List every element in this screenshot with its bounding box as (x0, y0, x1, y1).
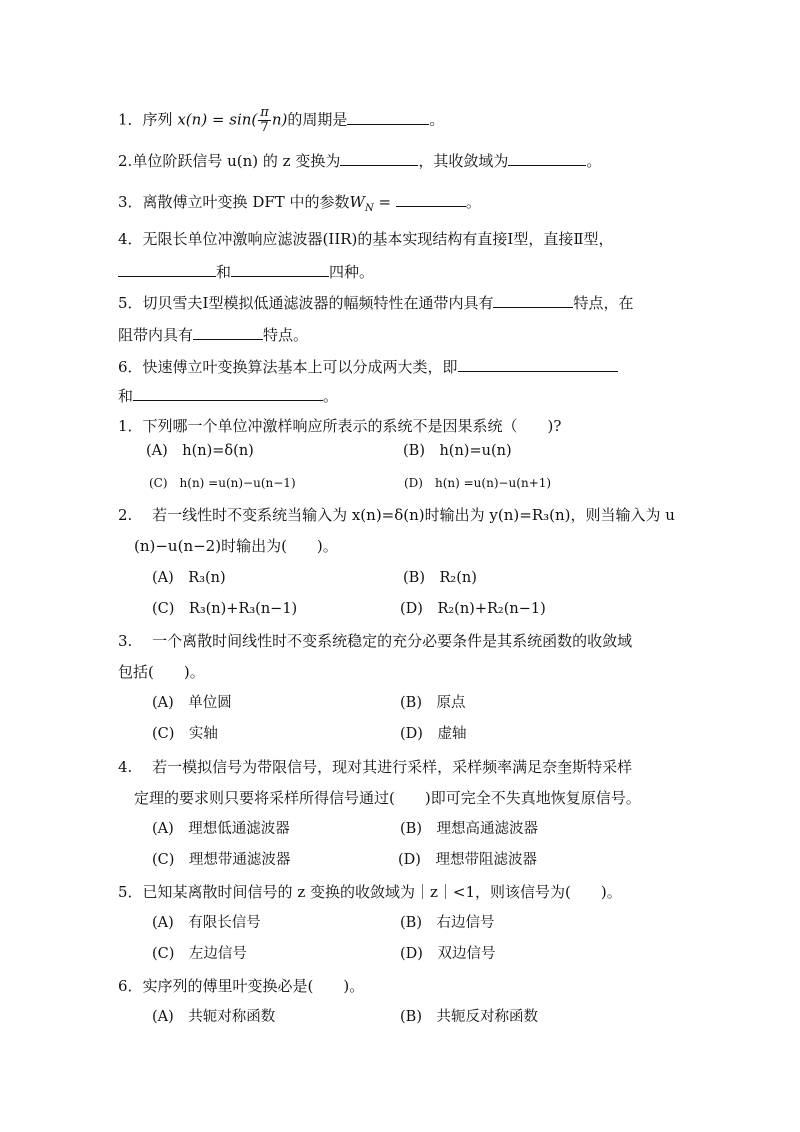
choice-q2-line1: 2. 若一线性时不变系统当输入为 x(n)=δ(n)时输出为 y(n)=R₃(n)，则当输入为 u (118, 506, 675, 524)
answer-blank[interactable] (508, 151, 586, 166)
choice-q5: 5．已知某离散时间信号的 z 变换的收敛域为｜z｜<1，则该信号为( )。 (118, 883, 622, 901)
fill-q6-line1: 6．快速傅立叶变换算法基本上可以分成两大类，即 (118, 357, 618, 377)
answer-blank[interactable] (231, 262, 329, 277)
choice-q2-line2: (n)−u(n−2)时输出为( )。 (134, 537, 338, 555)
option-b[interactable]: (B) R₂(n) (403, 570, 477, 586)
option-b[interactable]: (B) 共轭反对称函数 (400, 1009, 538, 1025)
option-a[interactable]: (A) 共轭对称函数 (152, 1009, 276, 1025)
answer-blank[interactable] (347, 110, 429, 125)
answer-blank[interactable] (458, 357, 618, 372)
option-a[interactable]: (A) 单位圆 (152, 695, 232, 711)
fill-q6-line2: 和 。 (118, 387, 339, 405)
option-d[interactable]: (D) 双边信号 (400, 946, 496, 962)
option-b[interactable]: (B) h(n)=u(n) (403, 443, 512, 459)
option-a[interactable]: (A) R₃(n) (152, 570, 226, 586)
fill-q3: 3．离散傅立叶变换 DFT 中的参数$W_N$ = 。 (118, 193, 481, 214)
answer-blank[interactable] (340, 151, 418, 166)
option-c[interactable]: (C) 左边信号 (152, 946, 247, 962)
answer-blank[interactable] (396, 192, 466, 207)
option-d[interactable]: (D) R₂(n)+R₂(n−1) (400, 601, 546, 617)
option-a[interactable]: (A) h(n)=δ(n) (146, 443, 254, 459)
answer-blank[interactable] (133, 386, 323, 401)
option-d[interactable]: (D) h(n) =u(n)−u(n+1) (404, 476, 552, 490)
pi-over-7-fraction: $\frac{\pi}{7}$ (260, 105, 269, 135)
option-c[interactable]: (C) 实轴 (152, 726, 218, 742)
option-d[interactable]: (D) 虚轴 (400, 726, 467, 742)
fill-q1: 1．序列 x(n) = sin( $\frac{\pi}{7}$ n)的周期是 。 (118, 105, 445, 135)
option-b[interactable]: (B) 原点 (400, 695, 466, 711)
fill-q4-line2: 和 四种。 (118, 262, 374, 282)
choice-q3-line2: 包括( )。 (118, 663, 205, 681)
option-b[interactable]: (B) 右边信号 (400, 915, 495, 931)
answer-blank[interactable] (493, 293, 573, 308)
option-c[interactable]: (C) h(n) =u(n)−u(n−1) (149, 476, 296, 490)
option-b[interactable]: (B) 理想高通滤波器 (400, 821, 538, 837)
fill-q4-line1: 4．无限长单位冲激响应滤波器(IIR)的基本实现结构有直接Ⅰ型，直接Ⅱ型， (118, 230, 614, 248)
option-c[interactable]: (C) R₃(n)+R₃(n−1) (152, 601, 298, 617)
choice-q6: 6．实序列的傅里叶变换必是( )。 (118, 977, 365, 995)
option-a[interactable]: (A) 理想低通滤波器 (152, 821, 290, 837)
option-d[interactable]: (D) 理想带阻滤波器 (398, 852, 537, 868)
option-a[interactable]: (A) 有限长信号 (152, 915, 261, 931)
choice-q1: 1．下列哪一个单位冲激样响应所表示的系统不是因果系统（ )? (118, 417, 562, 435)
choice-q4-line1: 4. 若一模拟信号为带限信号，现对其进行采样，采样频率满足奈奎斯特采样 (118, 758, 633, 776)
answer-blank[interactable] (118, 262, 216, 277)
fill-q5-line1: 5．切贝雪夫Ⅰ型模拟低通滤波器的幅频特性在通带内具有 特点，在 (118, 294, 634, 312)
fill-q2: 2.单位阶跃信号 u(n) 的 z 变换为 ，其收敛域为 。 (118, 152, 602, 170)
answer-blank[interactable] (193, 325, 263, 340)
choice-q3-line1: 3. 一个离散时间线性时不变系统稳定的充分必要条件是其系统函数的收敛域 (118, 632, 633, 650)
choice-q4-line2: 定理的要求则只要将采样所得信号通过( )即可完全不失真地恢复原信号。 (134, 789, 641, 807)
fill-q5-line2: 阻带内具有 特点。 (118, 326, 309, 344)
option-c[interactable]: (C) 理想带通滤波器 (152, 852, 291, 868)
